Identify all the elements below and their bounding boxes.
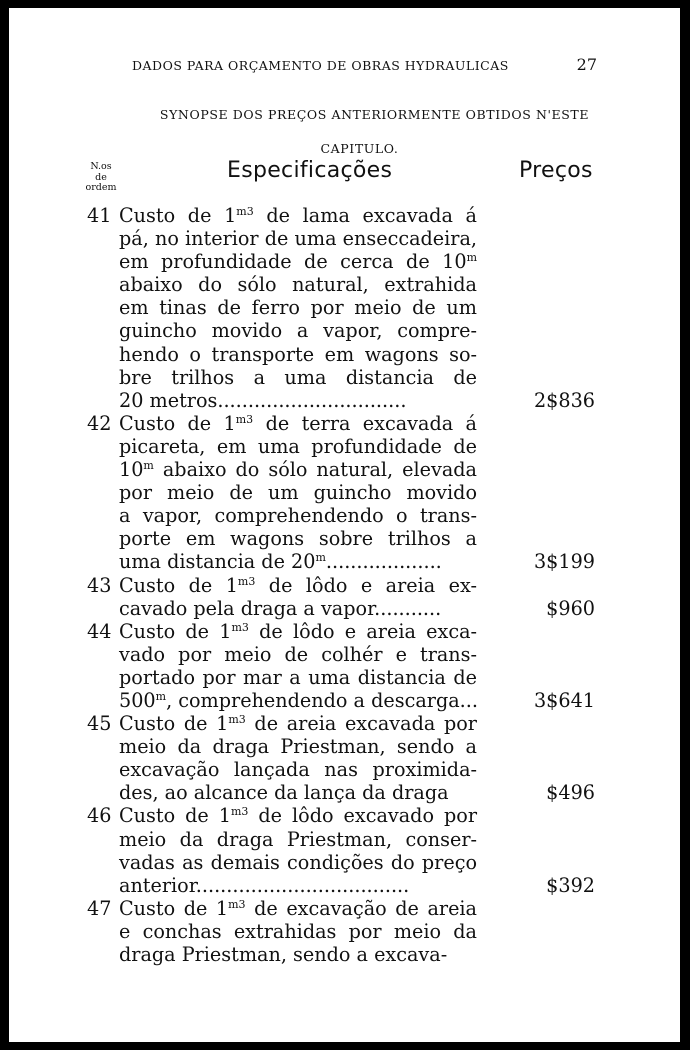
entry-text: 20 metros............................... xyxy=(119,388,407,412)
entry-number: 46 xyxy=(87,804,112,828)
entry-text: excavação lançada nas proximida- xyxy=(119,758,477,782)
entry-price: 3$641 xyxy=(533,688,595,712)
entry-price: $960 xyxy=(546,596,595,620)
entry-number: 42 xyxy=(87,411,112,435)
number-column-header xyxy=(71,162,131,194)
entry-text: Custo de $1^{m3}$ de excavação de areia xyxy=(119,896,477,920)
entry-text: Custo de $1^{m3}$ de areia excavada por xyxy=(119,712,477,736)
entry-45 xyxy=(9,712,680,804)
entry-text: cavado pela draga a vapor........... xyxy=(119,596,442,620)
entry-price: $496 xyxy=(546,781,595,805)
entry-line xyxy=(9,343,680,366)
entry-text: meio da draga Priestman, conser- xyxy=(119,827,477,851)
entry-line xyxy=(9,204,680,227)
running-head xyxy=(9,55,680,82)
entry-text: e conchas extrahidas por meio da xyxy=(119,919,477,943)
entry-line xyxy=(9,874,680,897)
entry-text: pá, no interior de uma enseccadeira, xyxy=(119,227,477,251)
entry-line xyxy=(9,504,680,527)
entry-text: Custo de $1^{m3}$ de terra excavada á xyxy=(119,411,477,435)
entry-line xyxy=(9,851,680,874)
entry-46 xyxy=(9,804,680,896)
entry-line xyxy=(9,412,680,435)
entry-line xyxy=(9,527,680,550)
entry-number: 43 xyxy=(87,573,112,597)
entry-44 xyxy=(9,620,680,712)
entry-text: bre trilhos a uma distancia de xyxy=(119,365,477,389)
entry-text: des, ao alcance da lança da draga xyxy=(119,781,449,805)
entry-line xyxy=(9,250,680,273)
entry-text: Custo de $1^{m3}$ de lôdo e areia exca- xyxy=(119,619,477,643)
entry-number: 44 xyxy=(87,619,112,643)
entry-text: em profundidade de cerca de 10$^m$ xyxy=(119,250,477,274)
entry-line xyxy=(9,758,680,781)
entry-text: picareta, em uma profundidade de xyxy=(119,434,477,458)
entry-47 xyxy=(9,897,680,966)
entry-text: porte em wagons sobre trilhos a xyxy=(119,527,477,551)
price-column-header: Preços xyxy=(519,158,593,183)
page-number: 27 xyxy=(576,55,597,74)
entry-line xyxy=(9,296,680,319)
number-column-label-3: ordem xyxy=(85,182,117,193)
entry-43 xyxy=(9,574,680,620)
entry-line xyxy=(9,920,680,943)
entry-text: por meio de um guincho movido xyxy=(119,481,477,505)
entry-line xyxy=(9,897,680,920)
specification-column-header: Especificações xyxy=(227,158,393,183)
entry-41 xyxy=(9,204,680,412)
entry-price: $392 xyxy=(546,873,595,897)
entry-line xyxy=(9,273,680,296)
entry-text: guincho movido a vapor, compre- xyxy=(119,319,477,343)
section-heading xyxy=(9,98,680,166)
entry-text: 10$^m$ abaixo do sólo natural, elevada xyxy=(119,458,477,482)
entry-text: uma distancia de 20$^m$................... xyxy=(119,550,442,574)
entry-line xyxy=(9,689,680,712)
entry-text: portado por mar a uma distancia de xyxy=(119,665,477,689)
entry-42 xyxy=(9,412,680,574)
entry-line xyxy=(9,735,680,758)
entry-line xyxy=(9,828,680,851)
entry-number: 45 xyxy=(87,712,112,736)
entry-text: anterior................................... xyxy=(119,873,410,897)
entry-text: Custo de $1^{m3}$ de lôdo excavado por xyxy=(119,804,477,828)
entries-list xyxy=(9,204,680,966)
entry-text: 500$^m$, comprehendendo a descarga... xyxy=(119,688,478,712)
entry-text: a vapor, comprehendendo o trans- xyxy=(119,504,477,528)
entry-line xyxy=(9,458,680,481)
entry-line xyxy=(9,481,680,504)
entry-text: em tinas de ferro por meio de um xyxy=(119,296,477,320)
entry-line xyxy=(9,943,680,966)
entry-line xyxy=(9,550,680,573)
entry-text: Custo de $1^{m3}$ de lôdo e areia ex- xyxy=(119,573,477,597)
entry-number: 41 xyxy=(87,204,112,227)
entry-line xyxy=(9,620,680,643)
entry-line xyxy=(9,643,680,666)
entry-text: Custo de $1^{m3}$ de lama excavada á xyxy=(119,204,477,227)
entry-price: 3$199 xyxy=(533,550,595,574)
entry-line xyxy=(9,781,680,804)
entry-line xyxy=(9,227,680,250)
entry-number: 47 xyxy=(87,896,112,920)
section-heading-line-1: SYNOPSE DOS PREÇOS ANTERIORMENTE OBTIDOS N'ESTE xyxy=(159,107,590,122)
entry-line xyxy=(9,366,680,389)
entry-line xyxy=(9,435,680,458)
entry-line xyxy=(9,319,680,342)
running-head-title: DADOS PARA ORÇAMENTO DE OBRAS HYDRAULICAS xyxy=(132,58,509,73)
entry-line xyxy=(9,804,680,827)
entry-text: hendo o transporte em wagons so- xyxy=(119,342,477,366)
entry-line xyxy=(9,597,680,620)
entry-line xyxy=(9,666,680,689)
entry-text: draga Priestman, sendo a excava- xyxy=(119,943,448,966)
book-page xyxy=(9,8,680,1042)
entry-text: meio da draga Priestman, sendo a xyxy=(119,735,477,759)
entry-price: 2$836 xyxy=(533,388,595,412)
entry-line xyxy=(9,389,680,412)
entry-text: vado por meio de colhér e trans- xyxy=(119,642,477,666)
number-column-label-2: de xyxy=(95,171,107,183)
entry-line xyxy=(9,712,680,735)
section-heading-line-2: CAPITULO. xyxy=(320,141,399,156)
entry-text: abaixo do sólo natural, extrahida xyxy=(119,273,477,297)
entry-text: vadas as demais condições do preço xyxy=(119,850,477,874)
number-column-label-1: N.os xyxy=(90,161,112,172)
entry-line xyxy=(9,574,680,597)
